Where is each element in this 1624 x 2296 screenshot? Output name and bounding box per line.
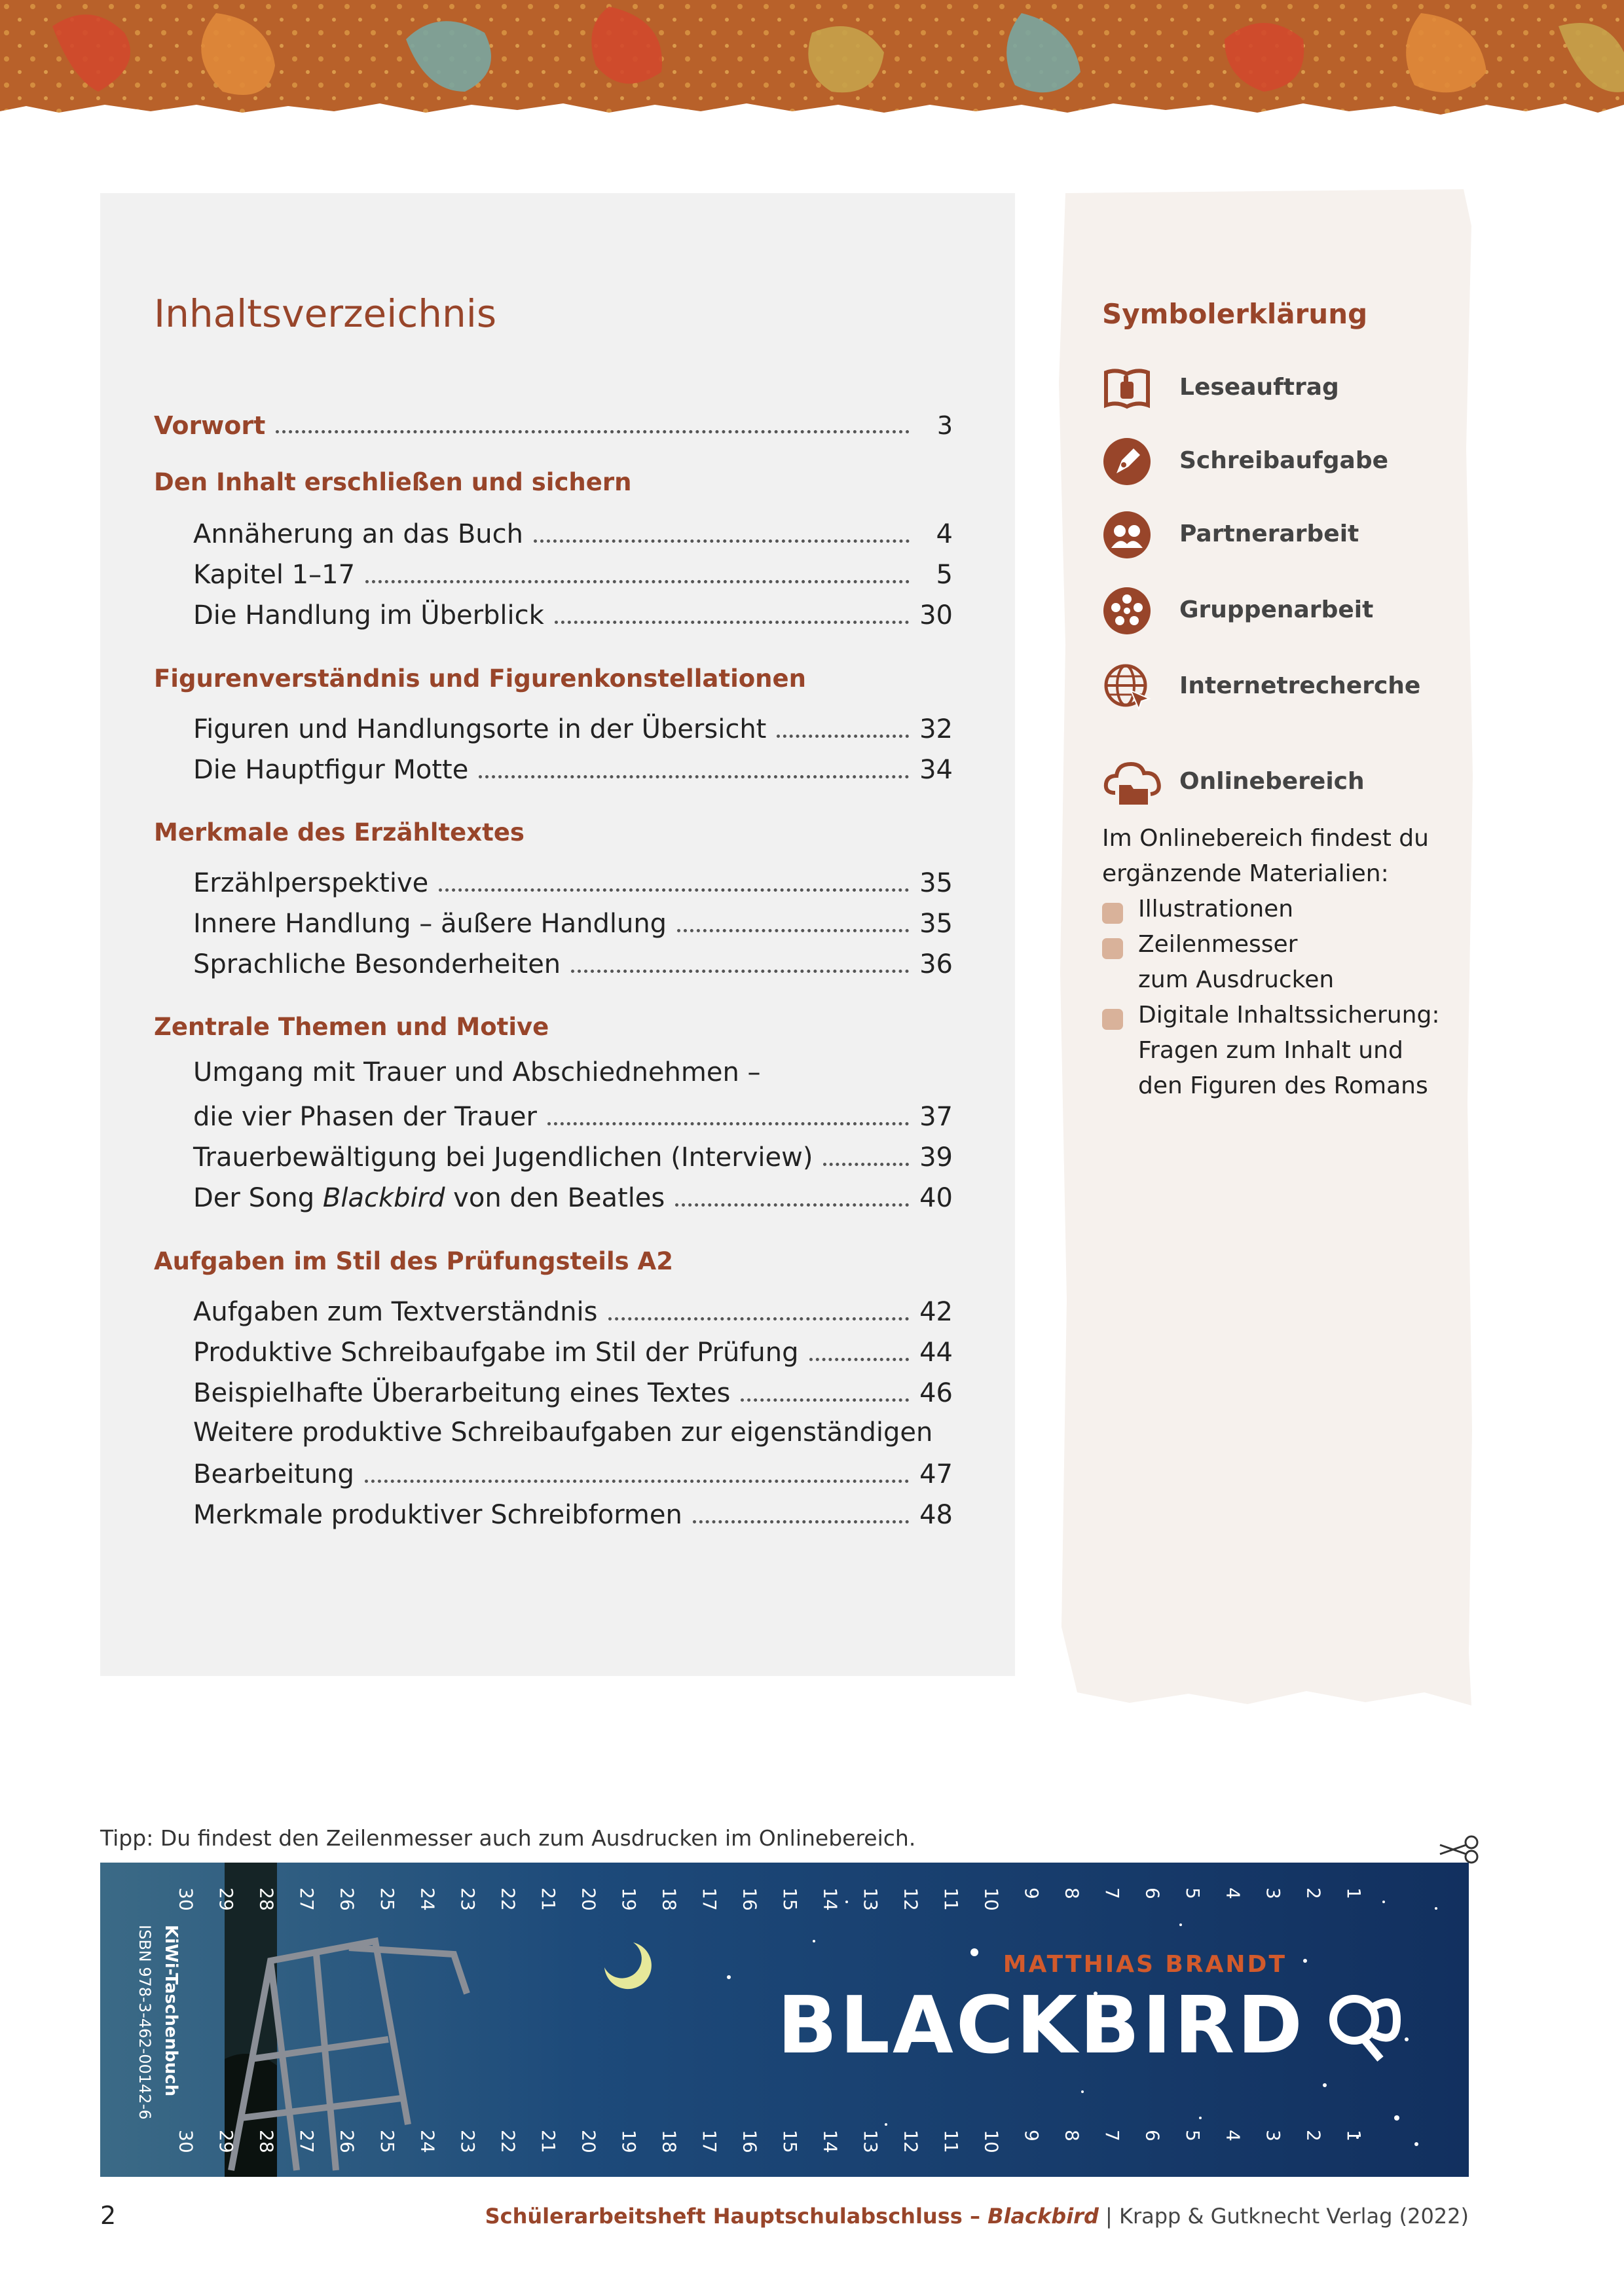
toc-page-number: 35 bbox=[919, 868, 953, 898]
partner-work-icon bbox=[1102, 510, 1152, 560]
toc-page-number: 46 bbox=[919, 1378, 953, 1408]
ruler-number-bottom-17: 17 bbox=[699, 2130, 720, 2153]
toc-page-number: 30 bbox=[919, 600, 953, 630]
toc-entry-label: Sprachliche Besonderheiten bbox=[193, 949, 561, 979]
toc-entry-label: Aufgaben zum Textverständnis bbox=[193, 1297, 598, 1327]
label-prefix: Der Song bbox=[193, 1183, 323, 1213]
toc-entry-label: Figuren und Handlungsorte in der Übersicht bbox=[193, 714, 767, 744]
toc-entry-label: Merkmale produktiver Schreibformen bbox=[193, 1500, 682, 1530]
symbol-label-onlinebereich: Onlinebereich bbox=[1179, 768, 1365, 795]
ruler-number-top-12: 12 bbox=[900, 1887, 922, 1911]
ruler-number-bottom-5: 5 bbox=[1182, 2130, 1204, 2141]
ruler-number-top-22: 22 bbox=[497, 1887, 519, 1911]
toc-entry-label bbox=[193, 1183, 665, 1213]
toc-page-number: 44 bbox=[919, 1338, 953, 1368]
cloud-folder-icon bbox=[1102, 756, 1165, 809]
dot-leader bbox=[693, 1520, 909, 1523]
ruler-number-bottom-14: 14 bbox=[819, 2130, 841, 2153]
ruler-number-top-23: 23 bbox=[457, 1887, 479, 1911]
dot-leader bbox=[571, 969, 909, 973]
ruler-number-bottom-20: 20 bbox=[578, 2130, 600, 2153]
online-bullet-zeilenmesser: Zeilenmesser bbox=[1138, 931, 1298, 958]
toc-page-number: 37 bbox=[919, 1102, 953, 1132]
toc-page-number: 5 bbox=[936, 560, 953, 590]
toc-page-number: 39 bbox=[919, 1142, 953, 1173]
ruler-number-bottom-28: 28 bbox=[255, 2130, 278, 2153]
table-of-contents-panel bbox=[100, 193, 1015, 1676]
ruler-number-top-29: 29 bbox=[215, 1887, 237, 1911]
toc-entry-label: Die Hauptfigur Motte bbox=[193, 755, 469, 785]
toc-page-number: 47 bbox=[919, 1459, 953, 1489]
ruler-number-bottom-15: 15 bbox=[779, 2130, 801, 2153]
ruler-number-bottom-30: 30 bbox=[175, 2130, 197, 2153]
ruler-number-top-15: 15 bbox=[779, 1887, 801, 1911]
dot-leader bbox=[276, 429, 910, 433]
ruler-number-top-28: 28 bbox=[255, 1887, 278, 1911]
ruler-number-bottom-12: 12 bbox=[900, 2130, 922, 2153]
toc-entry[interactable] bbox=[193, 1374, 953, 1408]
ruler-number-bottom-7: 7 bbox=[1101, 2130, 1123, 2141]
ruler-number-bottom-16: 16 bbox=[739, 2130, 761, 2153]
dot-leader bbox=[547, 1121, 909, 1125]
ruler-number-top-19: 19 bbox=[618, 1887, 640, 1911]
ruler-number-bottom-6: 6 bbox=[1141, 2130, 1164, 2141]
toc-entry-label: Vorwort bbox=[154, 411, 266, 440]
toc-page-number: 40 bbox=[919, 1183, 953, 1213]
ruler-number-top-8: 8 bbox=[1061, 1887, 1083, 1899]
dot-leader bbox=[608, 1317, 910, 1321]
toc-entry-label: Erzählperspektive bbox=[193, 868, 429, 898]
symbol-label-partnerarbeit: Partnerarbeit bbox=[1179, 520, 1359, 547]
toc-entry[interactable] bbox=[193, 1098, 953, 1132]
online-description-line1: Im Onlinebereich findest du bbox=[1102, 825, 1429, 852]
toc-page-number: 4 bbox=[936, 519, 953, 549]
ruler-number-top-3: 3 bbox=[1263, 1887, 1284, 1899]
ruler-number-top-9: 9 bbox=[1021, 1887, 1043, 1899]
online-bullet-illustrationen: Illustrationen bbox=[1138, 896, 1294, 922]
line-ruler-bookmark bbox=[100, 1863, 1469, 2177]
ruler-number-bottom-22: 22 bbox=[497, 2130, 519, 2153]
toc-page-number: 3 bbox=[936, 411, 953, 440]
toc-entry-label: Beispielhafte Überarbeitung eines Textes bbox=[193, 1378, 731, 1408]
reading-task-icon bbox=[1102, 363, 1152, 413]
tip-text: Tipp: Du findest den Zeilenmesser auch zum Ausdrucken im Onlinebereich. bbox=[100, 1825, 916, 1851]
dot-leader bbox=[365, 1479, 909, 1483]
toc-section-heading: Merkmale des Erzähltextes bbox=[154, 818, 525, 847]
toc-entry[interactable] bbox=[193, 1293, 953, 1327]
dot-leader bbox=[479, 774, 909, 778]
ruler-number-bottom-29: 29 bbox=[215, 2130, 237, 2153]
ruler-number-top-20: 20 bbox=[578, 1887, 600, 1911]
toc-entry[interactable] bbox=[193, 596, 953, 630]
toc-entry-label-line1: Umgang mit Trauer und Abschiednehmen – bbox=[193, 1057, 761, 1087]
toc-entry[interactable] bbox=[193, 515, 953, 549]
footer-credit bbox=[485, 2204, 1469, 2229]
toc-entry[interactable] bbox=[193, 1139, 953, 1173]
group-work-icon bbox=[1102, 586, 1152, 636]
ruler-number-top-21: 21 bbox=[538, 1887, 559, 1911]
ruler-number-bottom-25: 25 bbox=[377, 2130, 398, 2153]
toc-section-heading: Aufgaben im Stil des Prüfungsteils A2 bbox=[154, 1247, 673, 1275]
ruler-number-top-5: 5 bbox=[1182, 1887, 1204, 1899]
dot-leader bbox=[823, 1162, 909, 1166]
toc-section-heading: Figurenverständnis und Figurenkonstellationen bbox=[154, 665, 806, 693]
toc-page-number: 36 bbox=[919, 949, 953, 979]
toc-entry[interactable] bbox=[193, 710, 953, 744]
footer-series: Schülerarbeitsheft Hauptschulabschluss – bbox=[485, 2204, 988, 2229]
ruler-number-bottom-21: 21 bbox=[538, 2130, 559, 2153]
dot-leader bbox=[741, 1398, 909, 1402]
internet-research-icon bbox=[1102, 662, 1152, 712]
ruler-number-top-6: 6 bbox=[1141, 1887, 1164, 1899]
toc-title: Inhaltsverzeichnis bbox=[154, 291, 497, 336]
bullet-marker bbox=[1102, 1009, 1123, 1030]
dot-leader bbox=[439, 888, 909, 892]
ruler-number-bottom-24: 24 bbox=[416, 2130, 439, 2153]
toc-entry[interactable] bbox=[193, 1455, 953, 1489]
isbn-line: ISBN 978-3-462-00142-6 bbox=[136, 1925, 154, 2120]
ruler-number-bottom-4: 4 bbox=[1222, 2130, 1244, 2141]
dot-leader bbox=[777, 734, 909, 738]
toc-page-number: 35 bbox=[919, 909, 953, 939]
toc-entry[interactable] bbox=[193, 1334, 953, 1368]
toc-page-number: 34 bbox=[919, 755, 953, 785]
ruler-number-bottom-10: 10 bbox=[980, 2130, 1003, 2153]
ruler-number-bottom-18: 18 bbox=[658, 2130, 680, 2153]
online-bullet-inhaltssicherung-line2: Fragen zum Inhalt und bbox=[1138, 1037, 1403, 1064]
toc-entry-label: Annäherung an das Buch bbox=[193, 519, 523, 549]
toc-entry[interactable] bbox=[193, 864, 953, 898]
toc-entry-label: Bearbeitung bbox=[193, 1459, 354, 1489]
bullet-marker bbox=[1102, 938, 1123, 959]
symbol-label-internetrecherche: Internetrecherche bbox=[1179, 672, 1421, 699]
publisher-line: KiWi-Taschenbuch bbox=[161, 1925, 181, 2097]
label-suffix: von den Beatles bbox=[445, 1183, 665, 1213]
symbol-label-gruppenarbeit: Gruppenarbeit bbox=[1179, 596, 1374, 623]
dot-leader bbox=[809, 1357, 910, 1361]
toc-entry-label: Produktive Schreibaufgabe im Stil der Prüfung bbox=[193, 1338, 799, 1368]
writing-task-icon bbox=[1102, 437, 1152, 486]
ruler-number-top-16: 16 bbox=[739, 1887, 761, 1911]
ruler-number-bottom-23: 23 bbox=[457, 2130, 479, 2153]
symbol-label-leseauftrag: Leseauftrag bbox=[1179, 374, 1339, 401]
ruler-number-top-24: 24 bbox=[416, 1887, 439, 1911]
ruler-number-bottom-11: 11 bbox=[940, 2130, 962, 2153]
toc-page-number: 48 bbox=[919, 1500, 953, 1530]
symbol-legend-panel bbox=[1058, 187, 1473, 1712]
toc-entry-label-line1: Weitere produktive Schreibaufgaben zur eigenständigen bbox=[193, 1417, 933, 1448]
symbol-legend-title: Symbolerklärung bbox=[1102, 298, 1368, 330]
ruler-number-top-11: 11 bbox=[940, 1887, 962, 1911]
ruler-number-bottom-19: 19 bbox=[618, 2130, 640, 2153]
ruler-number-top-17: 17 bbox=[699, 1887, 720, 1911]
toc-entry[interactable] bbox=[193, 905, 953, 939]
page-number: 2 bbox=[100, 2201, 117, 2230]
toc-entry[interactable] bbox=[193, 556, 953, 590]
toc-entry[interactable] bbox=[193, 751, 953, 785]
footer-publisher: | Krapp & Gutknecht Verlag (2022) bbox=[1098, 2204, 1469, 2229]
toc-entry-label: Trauerbewältigung bei Jugendlichen (Interview) bbox=[193, 1142, 813, 1173]
toc-entry[interactable] bbox=[193, 1179, 953, 1213]
ruler-number-bottom-26: 26 bbox=[336, 2130, 358, 2153]
scissors-icon bbox=[1437, 1833, 1483, 1866]
online-bullet-inhaltssicherung: Digitale Inhaltssicherung: bbox=[1138, 1002, 1440, 1029]
toc-entry-label: Die Handlung im Überblick bbox=[193, 600, 544, 630]
ruler-number-bottom-3: 3 bbox=[1263, 2130, 1284, 2141]
book-author: MATTHIAS BRANDT bbox=[1003, 1951, 1287, 1978]
ruler-number-top-1: 1 bbox=[1343, 1887, 1365, 1899]
toc-entry-label: Innere Handlung – äußere Handlung bbox=[193, 909, 667, 939]
paisley-header-banner bbox=[0, 0, 1624, 137]
ruler-number-top-2: 2 bbox=[1302, 1887, 1325, 1899]
ruler-number-bottom-13: 13 bbox=[860, 2130, 881, 2153]
ruler-number-bottom-2: 2 bbox=[1302, 2130, 1325, 2141]
ruler-number-top-18: 18 bbox=[658, 1887, 680, 1911]
toc-section-heading: Den Inhalt erschließen und sichern bbox=[154, 468, 632, 496]
online-bullet-zeilenmesser-line2: zum Ausdrucken bbox=[1138, 966, 1335, 993]
ruler-number-top-7: 7 bbox=[1101, 1887, 1123, 1899]
song-title: Blackbird bbox=[322, 1183, 445, 1213]
ruler-number-top-4: 4 bbox=[1222, 1887, 1244, 1899]
symbol-label-schreibaufgabe: Schreibaufgabe bbox=[1179, 447, 1389, 474]
toc-page-number: 42 bbox=[919, 1297, 953, 1327]
dot-leader bbox=[555, 620, 909, 624]
ruler-number-bottom-1: 1 bbox=[1343, 2130, 1365, 2141]
ruler-number-bottom-8: 8 bbox=[1061, 2130, 1083, 2141]
dot-leader bbox=[675, 1203, 909, 1207]
online-bullet-inhaltssicherung-line3: den Figuren des Romans bbox=[1138, 1072, 1428, 1099]
book-title: BLACKBIRD bbox=[777, 1980, 1305, 2071]
footer-book-title: Blackbird bbox=[987, 2204, 1099, 2229]
toc-entry-label: die vier Phasen der Trauer bbox=[193, 1102, 537, 1132]
dot-leader bbox=[365, 579, 910, 583]
dot-leader bbox=[677, 928, 909, 932]
dot-leader bbox=[534, 539, 910, 543]
online-description-line2: ergänzende Materialien: bbox=[1102, 860, 1389, 887]
ruler-number-top-14: 14 bbox=[819, 1887, 841, 1911]
ruler-number-bottom-27: 27 bbox=[296, 2130, 318, 2153]
toc-entry[interactable] bbox=[193, 945, 953, 979]
ruler-number-top-26: 26 bbox=[336, 1887, 358, 1911]
toc-page-number: 32 bbox=[919, 714, 953, 744]
toc-entry-label: Kapitel 1–17 bbox=[193, 560, 356, 590]
ruler-number-bottom-9: 9 bbox=[1021, 2130, 1043, 2141]
toc-section-heading: Zentrale Themen und Motive bbox=[154, 1013, 549, 1041]
toc-entry-vorwort[interactable] bbox=[154, 406, 953, 440]
ruler-number-top-13: 13 bbox=[860, 1887, 881, 1911]
ruler-number-top-25: 25 bbox=[377, 1887, 398, 1911]
ruler-number-top-30: 30 bbox=[175, 1887, 197, 1911]
ruler-number-top-27: 27 bbox=[296, 1887, 318, 1911]
toc-entry[interactable] bbox=[193, 1496, 953, 1530]
bullet-marker bbox=[1102, 903, 1123, 924]
ruler-number-top-10: 10 bbox=[980, 1887, 1003, 1911]
